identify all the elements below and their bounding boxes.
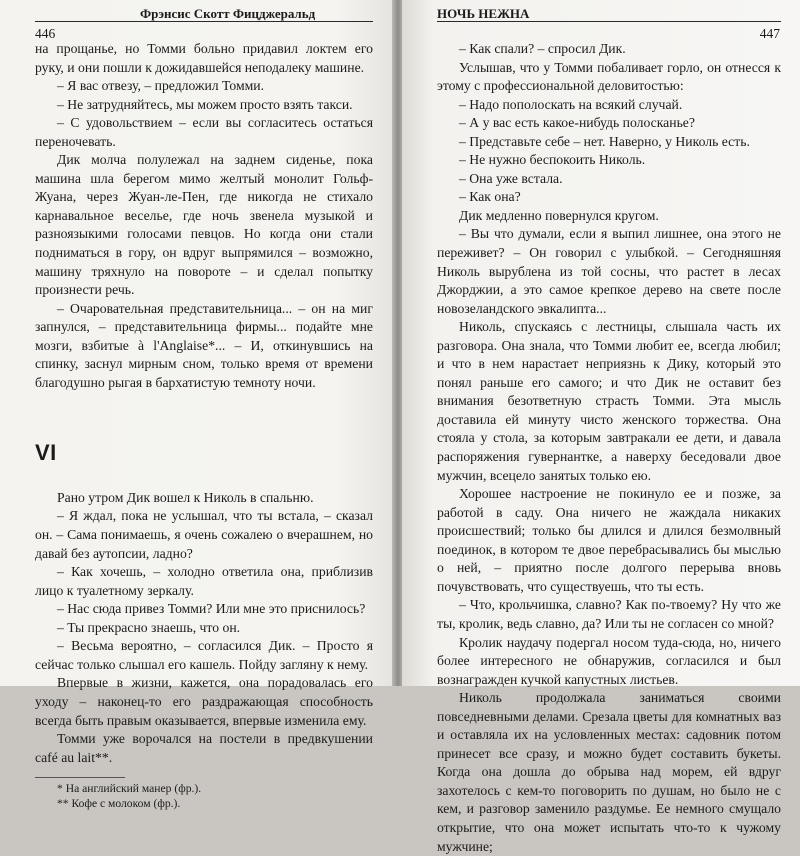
paragraph: – Она уже встала. — [459, 170, 563, 186]
paragraph: – Не нужно беспокоить Николь. — [459, 152, 646, 168]
right-header-rule — [437, 21, 781, 22]
paragraph: – Надо пополоскать на всякий случай. — [459, 96, 683, 112]
paragraph: – Я вас отвезу, – предложил Томми. — [57, 78, 265, 94]
left-header-rule — [35, 21, 373, 22]
footnotes — [35, 781, 373, 811]
paragraph: – Что, крольчишка, славно? Как по-твоему? Ну что же ты, кролик, ведь славно, да? Или ты не согласен со мной? — [437, 597, 781, 631]
paragraph: – Вы что думали, если я выпил лишнее, она этого не переживет? – Он говорил с улыбкой. – Сегодняшняя Николь вырублена из той сосны, что растет в лесах Джорджии, а это самое крепкое дерево на свете после новозеландского эвкалипта... — [437, 226, 781, 316]
paragraph: Дик молча полулежал на заднем сиденье, пока машина шла берегом мимо желтый монолит Гольф-Жуана, через Жуан-ле-Пен, где никогда не стихало карнавальное веселье, где ночь звенела музыкой и разноязыкими голосами певцов. Но когда они стали подниматься в гору, он вдруг выпрямился – возможно, машину тряхнуло на повороте – и сделал попытку произнести речь. — [35, 152, 373, 298]
paragraph: Николь, спускаясь с лестницы, слышала часть их разговора. Она знала, что Томми любит ее, всегда любил; и что в нем нарастает неприязнь к Дику, который это понял раньше его самого; и что Дик не оставит без внимания безответную страсть Томми. Эта мысль доставила ей минуту чисто женского торжества. Она стояла у стола, за которым завтракали ее дети, и давала распоряжения гувернантке, а наверху беседовали двое мужчин, всецело занятых только ею. — [437, 319, 781, 483]
paragraph: – Очаровательная представительница... – он на миг запнулся, – представительница фирмы... подайте мне мозги, взбитые à l'Anglaise*... – И, откинувшись на спинку, заснул мирным сном, только время от времени благодушно рыгая в бархатистую темноту ночи. — [35, 300, 373, 390]
paragraph: Дик медленно повернулся кругом. — [459, 207, 659, 223]
chapter-title: VI — [35, 440, 57, 466]
paragraph: – Весьма вероятно, – согласился Дик. – Просто я сейчас только слышал его кашель. Пойду загляну к нему. — [35, 638, 373, 672]
paragraph: – С удовольствием – если вы согласитесь остаться переночевать. — [35, 115, 373, 149]
paragraph: – Как она? — [459, 189, 521, 205]
paragraph: Рано утром Дик вошел к Николь в спальню. — [57, 489, 314, 505]
footnote-rule — [35, 777, 125, 778]
left-running-head: Фрэнсис Скотт Фицджеральд — [140, 6, 316, 21]
paragraph: Томми уже ворочался на постели в предвкушении café au lait**. — [35, 731, 373, 765]
paragraph: Услышав, что у Томми побаливает горло, он отнесся к этому с профессиональной деловитостью: — [437, 59, 781, 94]
paragraph: Николь продолжала заниматься своими повседневными делами. Срезала цветы для комнатных ваз и оставляла их на условленных местах: садовник потом принесет все сразу, и можно будет составить букеты. Когда она дошла до обрыва над морем, ей вдруг захотелось с кем-то поговорить по душам, но было не с кем, и разговор заменило раздумье. Ее немного смущало открытие, что она может испытать что-то к чужому мужчине; — [437, 690, 781, 854]
paragraph: – Как хочешь, – холодно ответила она, приблизив лицо к туалетному зеркалу. — [35, 564, 373, 598]
left-page — [0, 0, 394, 811]
paragraph: Кролик наудачу подергал носом туда-сюда, но, ничего более интересного не обнаружив, согласился и был вознагражден кучкой капустных листьев. — [437, 634, 781, 687]
paragraph: – Не затрудняйтесь, мы можем просто взять такси. — [57, 96, 353, 112]
right-page-number: 447 — [759, 26, 780, 41]
paragraph: – Как спали? – спросил Дик. — [459, 41, 626, 56]
paragraph: на прощанье, но Томми больно придавил локтем его руку, и они пошли к дожидавшейся неподалеку машине. — [35, 41, 373, 75]
right-running-head: НОЧЬ НЕЖНА — [437, 6, 530, 21]
left-page-number: 446 — [35, 26, 56, 41]
paragraph: Хорошее настроение не покинуло ее и позже, за работой в саду. Она ничего не жаждала никаких происшествий; только бы длился и длился безмолвный поединок, в котором те двое перебрасывались бы мыслью о ней, – приятно после долгого перерыва вновь почувствовать, что существуешь, что ты есть. — [437, 486, 781, 594]
right-text-block — [437, 40, 781, 856]
paragraph: – Нас сюда привез Томми? Или мне это приснилось? — [57, 601, 366, 617]
footnote: * На английский манер (фр.). — [57, 782, 202, 796]
paragraph: – Ты прекрасно знаешь, что он. — [57, 619, 241, 635]
right-page — [402, 0, 800, 854]
paragraph: – Представьте себе – нет. Наверно, у Николь есть. — [459, 133, 750, 149]
paragraph: – А у вас есть какое-нибудь полосканье? — [459, 115, 695, 131]
footnote: ** Кофе с молоком (фр.). — [57, 797, 181, 811]
paragraph: Впервые в жизни, кажется, она порадовалась его уходу – наконец-то его раздражающая способность всегда быть правым оказывается, впервые изменила ему. — [35, 675, 373, 728]
left-text-block — [35, 40, 373, 811]
paragraph: – Я ждал, пока не услышал, что ты встала, – сказал он. – Сама понимаешь, я очень сожалею о вчерашнем, но давай без аутопсии, ладно? — [35, 508, 373, 561]
